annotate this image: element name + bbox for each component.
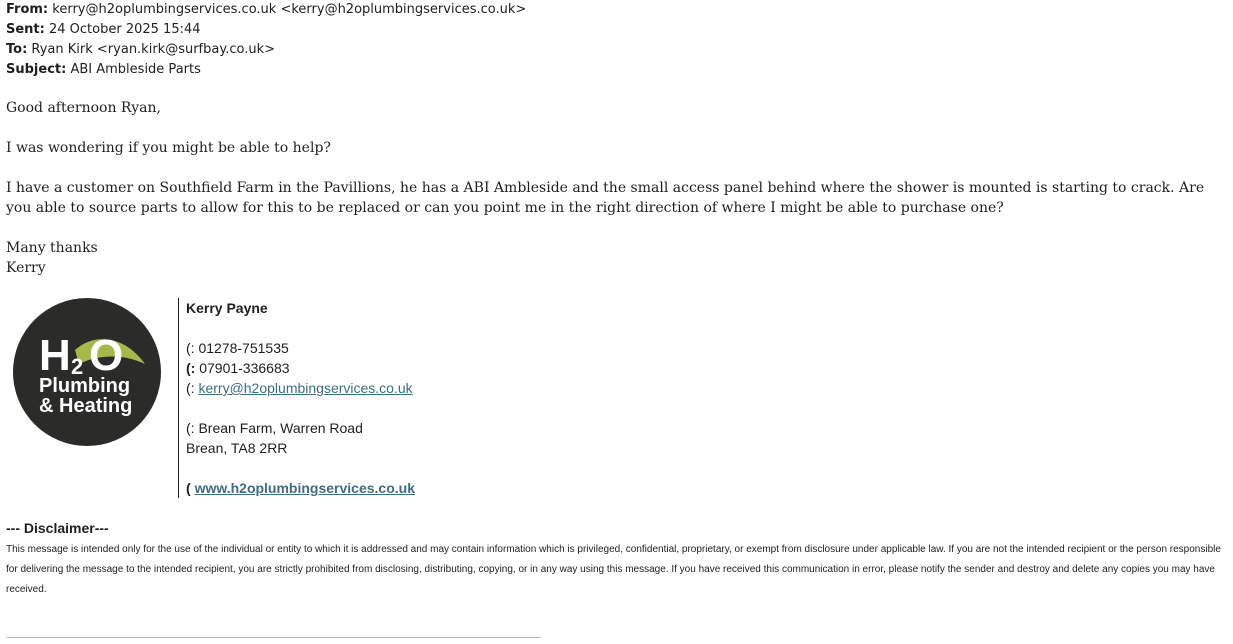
signature-address-line-2: Brean, TA8 2RR: [186, 440, 288, 456]
signature-mobile-row: [186, 358, 415, 378]
signature-details: [186, 298, 415, 498]
email-signature: [6, 298, 526, 498]
from-label: From:: [6, 2, 49, 17]
from-row: [6, 0, 526, 20]
to-value[interactable]: Ryan Kirk <ryan.kirk@surfbay.co.uk>: [31, 42, 275, 57]
phone-icon: (:: [186, 340, 199, 356]
disclaimer-text: This message is intended only for the use of the individual or entity to which it is addressed and may contain information which is privileged, confidential, proprietary, or exempt from disclosure under applicable law. If you are not the intended recipient or the person responsible for delivering the message to the intended recipient, you are strictly prohibited from disclosing, distributing, copying, or in any way using this message. If you have received this communication in error, please notify the sender and destroy and delete any copies you may have received.: [6, 544, 1221, 595]
signature-email-row: [186, 378, 415, 398]
sent-label: Sent:: [6, 22, 45, 37]
signature-spacer: [186, 318, 415, 338]
signature-spacer: [186, 458, 415, 478]
address-icon: (:: [186, 420, 199, 436]
email-body: [6, 98, 1228, 278]
to-label: To:: [6, 42, 28, 57]
logo-plumbing: Plumbing: [39, 375, 131, 397]
email-icon: (:: [186, 380, 199, 396]
signature-website-link[interactable]: www.h2oplumbingservices.co.uk: [194, 480, 415, 496]
h2o-plumbing-heating-logo-icon: [13, 298, 161, 446]
signature-address-row: [186, 418, 415, 438]
logo-heating: & Heating: [39, 395, 133, 417]
signoff: Many thanks: [6, 240, 98, 256]
to-row: [6, 40, 526, 60]
logo-graphic: [13, 298, 161, 446]
website-icon: (: [186, 480, 195, 496]
signature-phone-row: [186, 338, 415, 358]
subject-value: ABI Ambleside Parts: [70, 62, 201, 77]
greeting: Good afternoon Ryan,: [6, 100, 161, 116]
sender-first-name: Kerry: [6, 260, 46, 276]
disclaimer-title: --- Disclaimer---: [6, 520, 109, 536]
signature-divider: [178, 298, 179, 498]
body-paragraph-2: I have a customer on Southfield Farm in the Pavillions, he has a ABI Ambleside and the small access panel behind where the shower is mounted is starting to crack. Are you able to source parts to allow for this to be replaced or can you point me in the right direction of where I might be able to purchase one?: [6, 180, 1205, 216]
email-header: [6, 0, 526, 80]
sent-value: 24 October 2025 15:44: [49, 22, 201, 37]
signature-mobile: 07901-336683: [199, 360, 290, 376]
signature-phone: 01278-751535: [198, 340, 289, 356]
logo-o: O: [89, 331, 124, 380]
logo-subscript-2: 2: [71, 354, 84, 379]
subject-label: Subject:: [6, 62, 67, 77]
body-paragraph-1: I was wondering if you might be able to help?: [6, 140, 331, 156]
logo-h: H: [39, 331, 71, 380]
mobile-icon: (:: [186, 360, 200, 376]
signature-email-link[interactable]: kerry@h2oplumbingservices.co.uk: [198, 380, 413, 396]
signature-spacer: [186, 398, 415, 418]
from-value[interactable]: kerry@h2oplumbingservices.co.uk <kerry@h2oplumbingservices.co.uk>: [52, 2, 527, 17]
signature-website-row: [186, 478, 415, 498]
subject-row: [6, 60, 526, 80]
signature-address-line-1: Brean Farm, Warren Road: [198, 420, 363, 436]
signature-name: Kerry Payne: [186, 300, 268, 316]
sent-row: [6, 20, 526, 40]
bottom-divider: [6, 637, 541, 638]
